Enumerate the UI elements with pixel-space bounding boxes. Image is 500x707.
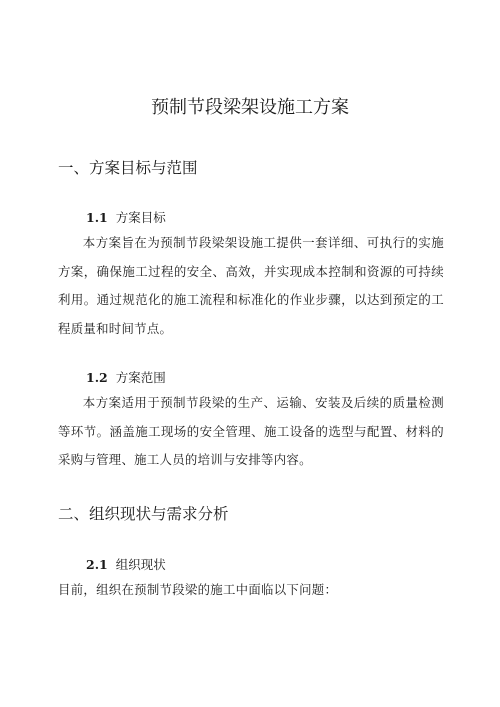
section-heading-goals-scope: 一、方案目标与范围 [58, 159, 198, 177]
paragraph-org-status: 目前，组织在预制节段梁的施工中面临以下问题： [58, 582, 338, 597]
subsection-title: 组织现状 [115, 557, 166, 572]
paragraph-scope: 本方案适用于预制节段梁的生产、运输、安装及后续的质量检测等环节。涵盖施工现场的安全管理、施工设备的选型与配置、材料的采购与管理、施工人员的培训与安排等内容。 [58, 395, 444, 467]
subsection-heading-scope [86, 369, 166, 387]
paragraph-goals: 本方案旨在为预制节段梁架设施工提供一套详细、可执行的实施方案，确保施工过程的安全、高效，并实现成本控制和资源的可持续利用。通过规范化的施工流程和标准化的作业步骤，以达到预定的工程质量和时间节点。 [58, 235, 444, 336]
subsection-number: 1.2 [86, 370, 108, 385]
subsection-title: 方案目标 [115, 210, 166, 225]
subsection-heading-org-status [86, 556, 166, 574]
subsection-title: 方案范围 [115, 370, 166, 385]
document-title: 预制节段梁架设施工方案 [151, 97, 349, 118]
subsection-number: 2.1 [86, 557, 108, 572]
section-heading-org-analysis: 二、组织现状与需求分析 [58, 505, 229, 523]
subsection-heading-goals [86, 209, 166, 227]
subsection-number: 1.1 [86, 210, 108, 225]
